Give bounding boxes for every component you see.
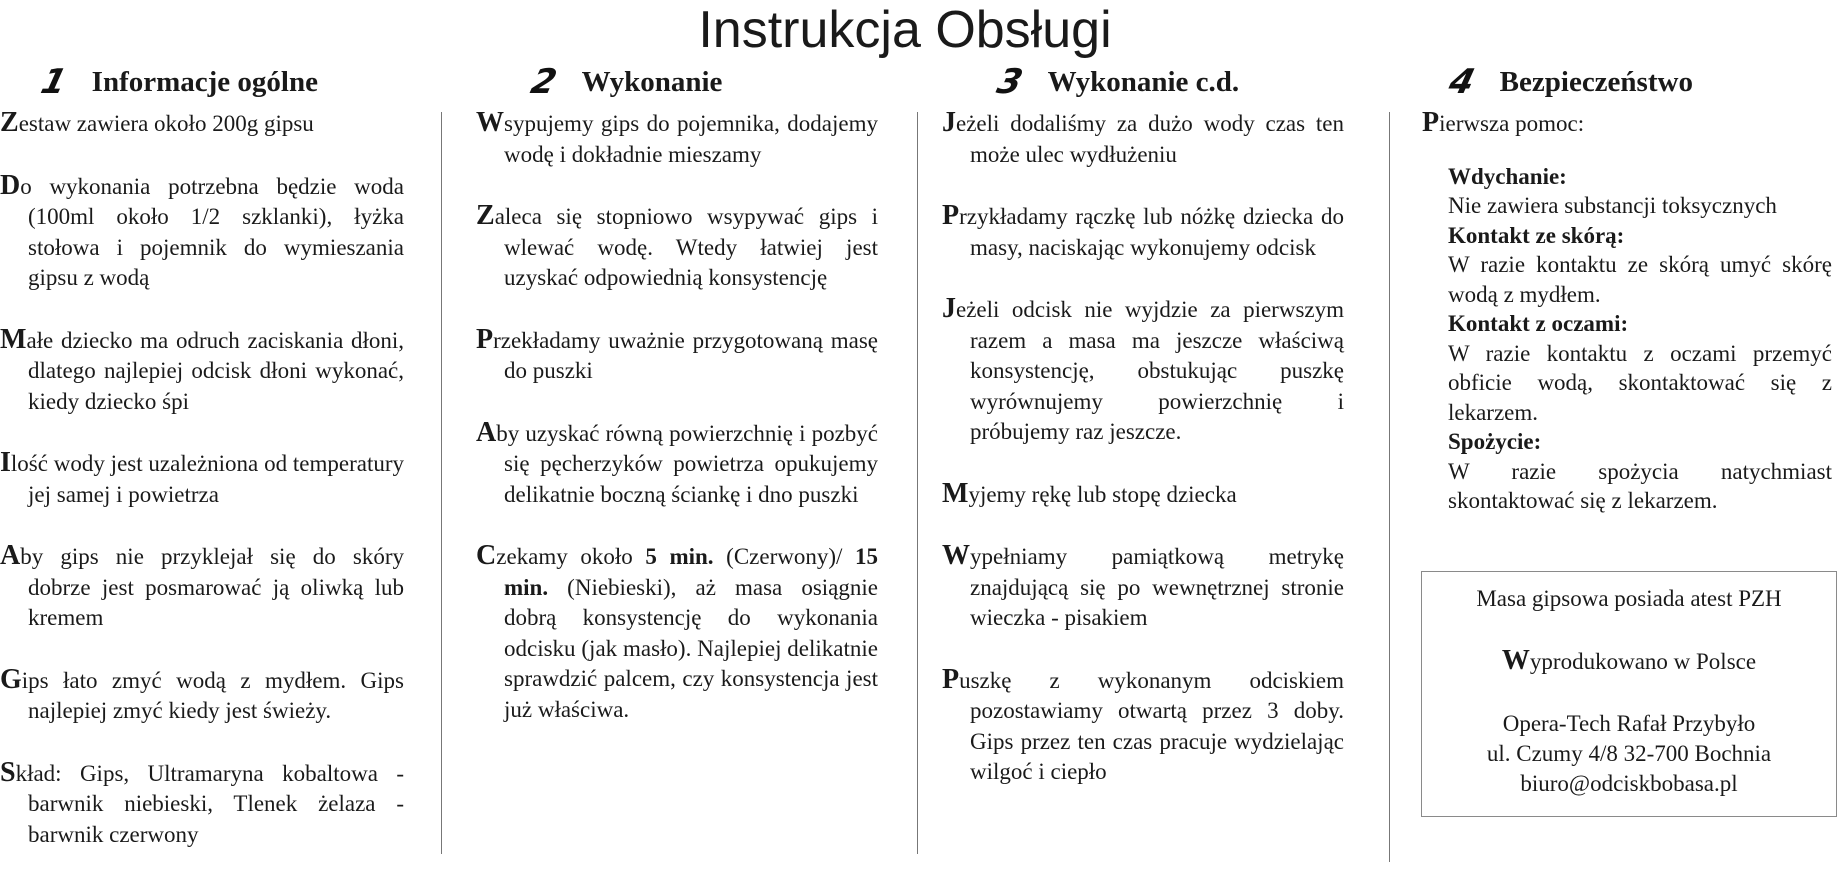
drop-initial: Z <box>0 107 19 138</box>
drop-initial: A <box>476 416 497 448</box>
drop-initial: I <box>0 447 11 478</box>
first-aid-item-label: Kontakt z oczami: <box>1448 311 1629 336</box>
atest-note: Masa gipsowa posiada atest PZH <box>1476 586 1782 611</box>
paragraph <box>0 541 404 634</box>
paragraph <box>0 758 404 851</box>
paragraph-text: ałe dziecko ma odruch zaciskania dłoni, dlatego najlepiej odcisk dłoni wykonać, kiedy dziecko śpi <box>26 327 404 414</box>
paragraph <box>942 294 1344 448</box>
drop-initial: J <box>942 293 956 324</box>
paragraph-text: eżeli odcisk nie wyjdzie za pierwszym razem a masa ma jeszcze właściwą konsystencję, obstukując puszkę wyrównujemy powierzchnię i próbujemy raz jeszcze. <box>956 297 1344 444</box>
section-2-heading <box>527 60 723 104</box>
column-general-info <box>0 108 404 881</box>
drop-initial: M <box>0 323 27 355</box>
paragraph <box>476 418 878 511</box>
column-divider <box>917 112 918 854</box>
paragraph <box>0 108 404 140</box>
paragraph <box>0 448 404 510</box>
paragraph-text: (Niebieski), aż masa osiągnie dobrą konsystencję do wykonania odcisku (jak masło). Najlepiej delikatnie sprawdzić palcem, czy konsystencja jest już właściwa. <box>504 574 878 722</box>
paragraph <box>942 541 1344 634</box>
first-aid-item-label: Spożycie: <box>1448 429 1542 454</box>
drop-initial: A <box>0 540 21 571</box>
paragraph-text: rzekładamy uważnie przygotowaną masę do puszki <box>493 327 878 383</box>
drop-initial: P <box>476 323 494 355</box>
drop-initial: P <box>1422 107 1440 138</box>
paragraph-text: eżeli dodaliśmy za dużo wody czas ten może ulec wydłużeniu <box>956 111 1344 167</box>
drop-initial: D <box>0 169 21 201</box>
paragraph-text: ypełniamy pamiątkową metrykę znajdującą się po wewnętrznej stronie wieczka - pisakiem <box>970 544 1344 630</box>
column-execution <box>476 108 878 756</box>
drop-initial: P <box>942 663 960 695</box>
paragraph <box>476 201 878 294</box>
paragraph <box>476 108 878 170</box>
first-aid-item <box>1448 162 1832 221</box>
column-divider <box>441 112 442 854</box>
drop-initial: S <box>0 756 16 788</box>
paragraph-text: by gips nie przyklejał się do skóry dobrze jest posmarować ją oliwką lub kremem <box>20 544 404 630</box>
made-in-note <box>1422 646 1836 677</box>
section-number: 3 <box>993 62 1027 102</box>
paragraph-text: zekamy około <box>496 544 646 569</box>
first-aid-item <box>1448 427 1832 516</box>
section-number: 2 <box>527 62 561 102</box>
company-name: Opera-Tech Rafał Przybyło <box>1502 711 1756 736</box>
made-in-text: yprodukowano w Polsce <box>1529 649 1757 674</box>
section-title: Bezpieczeństwo <box>1499 65 1693 98</box>
drop-initial: W <box>942 540 970 571</box>
company-email: biuro@odciskbobasa.pl <box>1520 771 1738 796</box>
drop-initial: W <box>476 107 504 138</box>
section-title: Informacje ogólne <box>91 65 318 98</box>
paragraph-text: aleca się stopniowo wsypywać gips i wlewać wodę. Wtedy łatwiej jest uzyskać odpowiednią konsystencję <box>494 204 878 290</box>
drop-initial: W <box>1501 645 1530 676</box>
drop-initial: M <box>942 477 969 509</box>
paragraph-text: yjemy rękę lub stopę dziecka <box>968 481 1237 507</box>
section-title: Wykonanie <box>581 65 723 98</box>
drop-initial: J <box>942 107 956 138</box>
section-number: 1 <box>37 62 71 102</box>
paragraph <box>476 325 878 387</box>
first-aid-item <box>1448 309 1832 427</box>
page-title: Instrukcja Obsługi <box>698 1 1112 59</box>
section-3-heading <box>993 60 1240 104</box>
first-aid-item <box>1448 221 1832 310</box>
paragraph-text: kład: Gips, Ultramaryna kobaltowa - barwnik niebieski, Tlenek żelaza - barwnik czerwony <box>15 760 404 847</box>
first-aid-item-text: W razie kontaktu ze skórą umyć skórę wodą z mydłem. <box>1448 252 1832 307</box>
paragraph-waiting-time <box>476 541 878 725</box>
paragraph-text: rzykładamy rączkę lub nóżkę dziecka do masy, naciskając wykonujemy odcisk <box>959 204 1344 260</box>
paragraph-text: ips łato zmyć wodą z mydłem. Gips najlepiej zmyć kiedy jest świeży. <box>21 667 404 723</box>
section-number: 4 <box>1445 62 1479 102</box>
drop-initial: C <box>476 540 497 571</box>
section-1-heading <box>37 60 318 104</box>
paragraph <box>942 479 1344 511</box>
paragraph <box>942 201 1344 263</box>
drop-initial: P <box>942 200 960 231</box>
paragraph-text: o wykonania potrzebna będzie woda (100ml około 1/2 szklanki), łyżka stołowa i pojemnik do wymieszania gipsu z wodą <box>20 173 404 290</box>
first-aid-item-label: Kontakt ze skórą: <box>1448 222 1625 248</box>
section-4-heading <box>1445 60 1693 104</box>
paragraph <box>0 171 404 294</box>
first-aid-label: ierwsza pomoc: <box>1439 111 1585 136</box>
paragraph-text: by uzyskać równą powierzchnię i pozbyć się pęcherzyków powietrza opukujemy delikatnie boczną ściankę i dno puszki <box>496 420 878 507</box>
paragraph <box>0 665 404 727</box>
paragraph-text: (Czerwony)/ <box>713 544 856 569</box>
section-title: Wykonanie c.d. <box>1047 65 1240 98</box>
paragraph-text: uszkę z wykonanym odciskiem pozostawiamy otwartą przez 3 doby. Gips przez ten czas pracuje wydzielając wilgoć i ciepło <box>959 667 1344 784</box>
time-red: 5 min. <box>645 544 714 569</box>
column-divider <box>1389 112 1390 862</box>
first-aid-list <box>1422 162 1832 516</box>
manufacturer-info-box <box>1421 571 1837 817</box>
paragraph-text: estaw zawiera około 200g gipsu <box>18 111 314 136</box>
paragraph-text: sypujemy gips do pojemnika, dodajemy wodę i dokładnie mieszamy <box>504 111 878 167</box>
drop-initial: G <box>0 663 22 695</box>
drop-initial: Z <box>476 200 495 231</box>
company-address: ul. Czumy 4/8 32-700 Bochnia <box>1486 741 1772 766</box>
column-execution-continued <box>942 108 1344 819</box>
paragraph <box>942 108 1344 170</box>
column-safety <box>1422 108 1832 516</box>
first-aid-heading <box>1422 108 1832 140</box>
paragraph <box>0 325 404 418</box>
first-aid-item-text: W razie kontaktu z oczami przemyć obficie wodą, skontaktować się z lekarzem. <box>1448 340 1832 425</box>
paragraph <box>942 665 1344 788</box>
first-aid-item-label: Wdychanie: <box>1448 163 1567 189</box>
first-aid-item-text: W razie spożycia natychmiast skontaktować się z lekarzem. <box>1448 458 1832 513</box>
time-blue: 15 min. <box>504 544 879 600</box>
first-aid-item-text: Nie zawiera substancji toksycznych <box>1448 193 1777 218</box>
paragraph-text: lość wody jest uzależniona od temperatury jej samej i powietrza <box>10 451 404 507</box>
